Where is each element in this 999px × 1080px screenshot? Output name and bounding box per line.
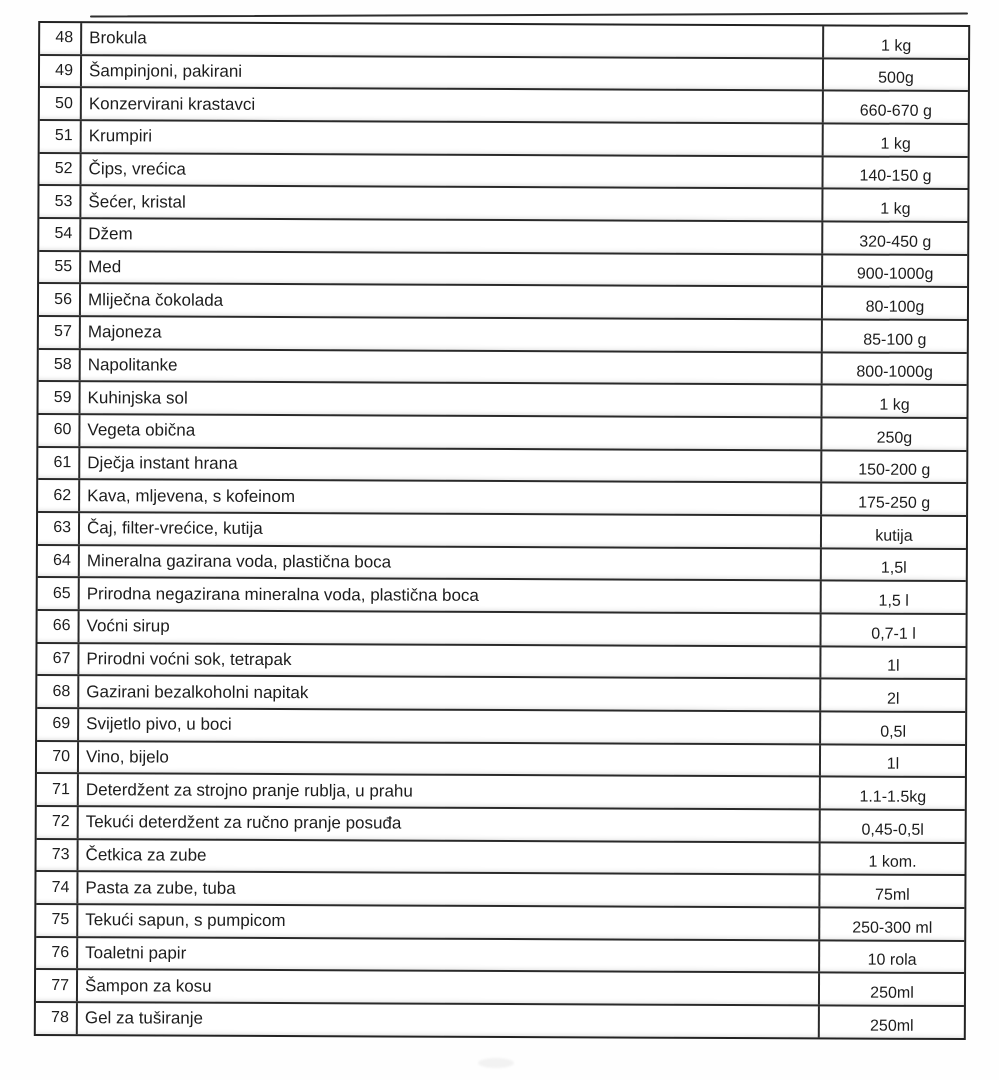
row-number-cell: 74 bbox=[36, 872, 78, 903]
quantity-cell: 1 kom. bbox=[868, 854, 917, 872]
quantity-cell: 1,5l bbox=[880, 560, 907, 578]
item-name-cell: Šampon za kosu bbox=[78, 971, 820, 1005]
quantity-cell: 0,45-0,5l bbox=[861, 821, 924, 839]
table-row bbox=[36, 872, 964, 909]
item-name-cell: Napolitanke bbox=[81, 350, 823, 384]
row-number-cell: 78 bbox=[36, 1003, 78, 1034]
item-name-cell: Kuhinjska sol bbox=[81, 383, 823, 417]
quantity-cell: 10 rola bbox=[867, 952, 917, 970]
quantity-cell: 1 kg bbox=[880, 135, 911, 153]
previous-row-border-artifact bbox=[90, 12, 968, 17]
quantity-cell: 500g bbox=[878, 69, 914, 88]
table-row bbox=[36, 938, 964, 975]
quantity-cell: 2l bbox=[886, 690, 900, 708]
quantity-cell: 1l bbox=[887, 658, 900, 676]
table-row bbox=[40, 121, 968, 158]
table-row bbox=[37, 840, 965, 877]
quantity-cell: 250ml bbox=[870, 984, 914, 1002]
quantity-cell: 1.1-1.5kg bbox=[859, 788, 927, 806]
quantity-cell: 900-1000g bbox=[856, 265, 934, 284]
row-number-cell: 54 bbox=[39, 219, 81, 250]
table-row bbox=[38, 546, 966, 583]
quantity-cell: 1,5 l bbox=[878, 592, 909, 610]
item-name-cell: Tekući deterdžent za ručno pranje posuđa bbox=[79, 807, 821, 841]
item-name-cell: Džem bbox=[81, 219, 823, 253]
quantity-cell: 0,5l bbox=[880, 723, 907, 741]
quantity-cell: 1 kg bbox=[880, 37, 912, 55]
table-row bbox=[39, 154, 967, 191]
table-row bbox=[39, 252, 967, 289]
table-row bbox=[37, 644, 965, 681]
table-row bbox=[37, 709, 965, 746]
quantity-cell: 320-450 g bbox=[859, 233, 932, 251]
quantity-cell: 140-150 g bbox=[859, 167, 932, 186]
item-name-cell: Brokula bbox=[82, 23, 824, 57]
item-name-cell: Deterdžent za strojno pranje rublja, u prahu bbox=[79, 775, 821, 809]
quantity-cell: 1 kg bbox=[880, 200, 911, 218]
row-number-cell: 71 bbox=[37, 774, 79, 805]
item-name-cell: Svijetlo pivo, u boci bbox=[79, 709, 821, 743]
row-number-cell: 53 bbox=[39, 186, 81, 217]
quantity-cell: 150-200 g bbox=[858, 461, 931, 480]
table-row bbox=[38, 611, 966, 648]
item-name-cell: Majoneza bbox=[81, 317, 823, 351]
item-name-cell: Čips, vrećica bbox=[82, 154, 824, 188]
item-name-cell: Vino, bijelo bbox=[79, 742, 821, 776]
row-number-cell: 60 bbox=[38, 415, 80, 446]
table-row bbox=[37, 676, 965, 713]
quantity-cell: 80-100g bbox=[865, 298, 925, 316]
table-row bbox=[39, 186, 967, 223]
row-number-cell: 55 bbox=[39, 252, 81, 283]
item-name-cell: Vegeta obična bbox=[80, 415, 822, 449]
table-row bbox=[38, 448, 966, 485]
item-name-cell: Toaletni papir bbox=[78, 938, 820, 972]
table-row bbox=[39, 284, 967, 321]
table-row bbox=[39, 317, 967, 354]
table-row bbox=[40, 56, 968, 93]
item-name-cell: Tekući sapun, s pumpicom bbox=[78, 905, 820, 939]
quantity-cell: 175-250 g bbox=[858, 494, 931, 512]
row-number-cell: 75 bbox=[36, 905, 78, 936]
row-number-cell: 76 bbox=[36, 938, 78, 969]
item-name-cell: Dječja instant hrana bbox=[80, 448, 822, 482]
row-number-cell: 58 bbox=[39, 350, 81, 381]
item-name-cell: Četkica za zube bbox=[79, 840, 821, 874]
quantity-cell: 75ml bbox=[875, 886, 910, 904]
table-row bbox=[39, 219, 967, 256]
row-number-cell: 61 bbox=[38, 448, 80, 479]
quantity-cell: 0,7-1 l bbox=[871, 625, 916, 643]
quantity-cell: 250ml bbox=[870, 1017, 914, 1035]
row-number-cell: 77 bbox=[36, 970, 78, 1001]
table-row bbox=[38, 480, 966, 517]
item-name-cell: Mineralna gazirana voda, plastična boca bbox=[80, 546, 822, 580]
item-name-cell: Šećer, kristal bbox=[81, 187, 823, 221]
row-number-cell: 70 bbox=[37, 742, 79, 773]
table-row bbox=[37, 742, 965, 779]
row-number-cell: 50 bbox=[40, 88, 82, 119]
row-number-cell: 62 bbox=[38, 480, 80, 511]
row-number-cell: 57 bbox=[39, 317, 81, 348]
item-name-cell: Prirodni voćni sok, tetrapak bbox=[79, 644, 821, 678]
quantity-cell: 660-670 g bbox=[859, 102, 932, 120]
item-name-cell: Konzervirani krastavci bbox=[82, 89, 824, 123]
quantity-cell: 800-1000g bbox=[856, 363, 933, 382]
quantity-cell: 250g bbox=[876, 429, 913, 447]
table-row bbox=[38, 382, 966, 419]
table-row bbox=[40, 88, 968, 125]
row-number-cell: 49 bbox=[40, 56, 82, 87]
item-name-cell: Mliječna čokolada bbox=[81, 285, 823, 319]
row-number-cell: 66 bbox=[38, 611, 80, 642]
table-row bbox=[36, 905, 964, 942]
item-name-cell: Gazirani bezalkoholni napitak bbox=[79, 677, 821, 711]
row-number-cell: 67 bbox=[37, 644, 79, 675]
scan-smudge-artifact bbox=[478, 1058, 514, 1068]
row-number-cell: 63 bbox=[38, 513, 80, 544]
table-row bbox=[37, 807, 965, 844]
row-number-cell: 72 bbox=[37, 807, 79, 838]
table-row bbox=[38, 578, 966, 615]
table-row bbox=[36, 970, 964, 1007]
row-number-cell: 73 bbox=[37, 840, 79, 871]
row-number-cell: 52 bbox=[40, 154, 82, 185]
item-name-cell: Čaj, filter-vrećice, kutija bbox=[80, 513, 822, 547]
quantity-cell: 85-100 g bbox=[863, 331, 927, 349]
item-name-cell: Prirodna negazirana mineralna voda, plastična boca bbox=[80, 579, 822, 613]
item-name-cell: Krumpiri bbox=[82, 121, 824, 155]
item-name-cell: Gel za tuširanje bbox=[78, 1003, 820, 1037]
table-row bbox=[37, 774, 965, 811]
table-row bbox=[38, 513, 966, 550]
row-number-cell: 59 bbox=[39, 382, 81, 413]
row-number-cell: 68 bbox=[37, 676, 79, 707]
item-name-cell: Voćni sirup bbox=[80, 611, 822, 645]
item-name-cell: Kava, mljevena, s kofeinom bbox=[80, 481, 822, 515]
table-row bbox=[39, 350, 967, 387]
quantity-cell: 1 kg bbox=[879, 396, 910, 414]
item-name-cell: Pasta za zube, tuba bbox=[78, 873, 820, 907]
row-number-cell: 64 bbox=[38, 546, 80, 577]
row-number-cell: 51 bbox=[40, 121, 82, 152]
quantity-cell: kutija bbox=[875, 527, 913, 545]
quantity-cell: 250-300 ml bbox=[852, 919, 933, 937]
quantity-cell: 1l bbox=[886, 756, 900, 774]
item-name-cell: Šampinjoni, pakirani bbox=[82, 56, 824, 90]
grocery-items-table bbox=[34, 21, 970, 1040]
item-name-cell: Med bbox=[81, 252, 823, 286]
table-row bbox=[36, 1003, 964, 1038]
table-row bbox=[40, 23, 968, 60]
row-number-cell: 48 bbox=[40, 23, 82, 54]
row-number-cell: 65 bbox=[38, 578, 80, 609]
row-number-cell: 69 bbox=[37, 709, 79, 740]
row-number-cell: 56 bbox=[39, 284, 81, 315]
table-row bbox=[38, 415, 966, 452]
